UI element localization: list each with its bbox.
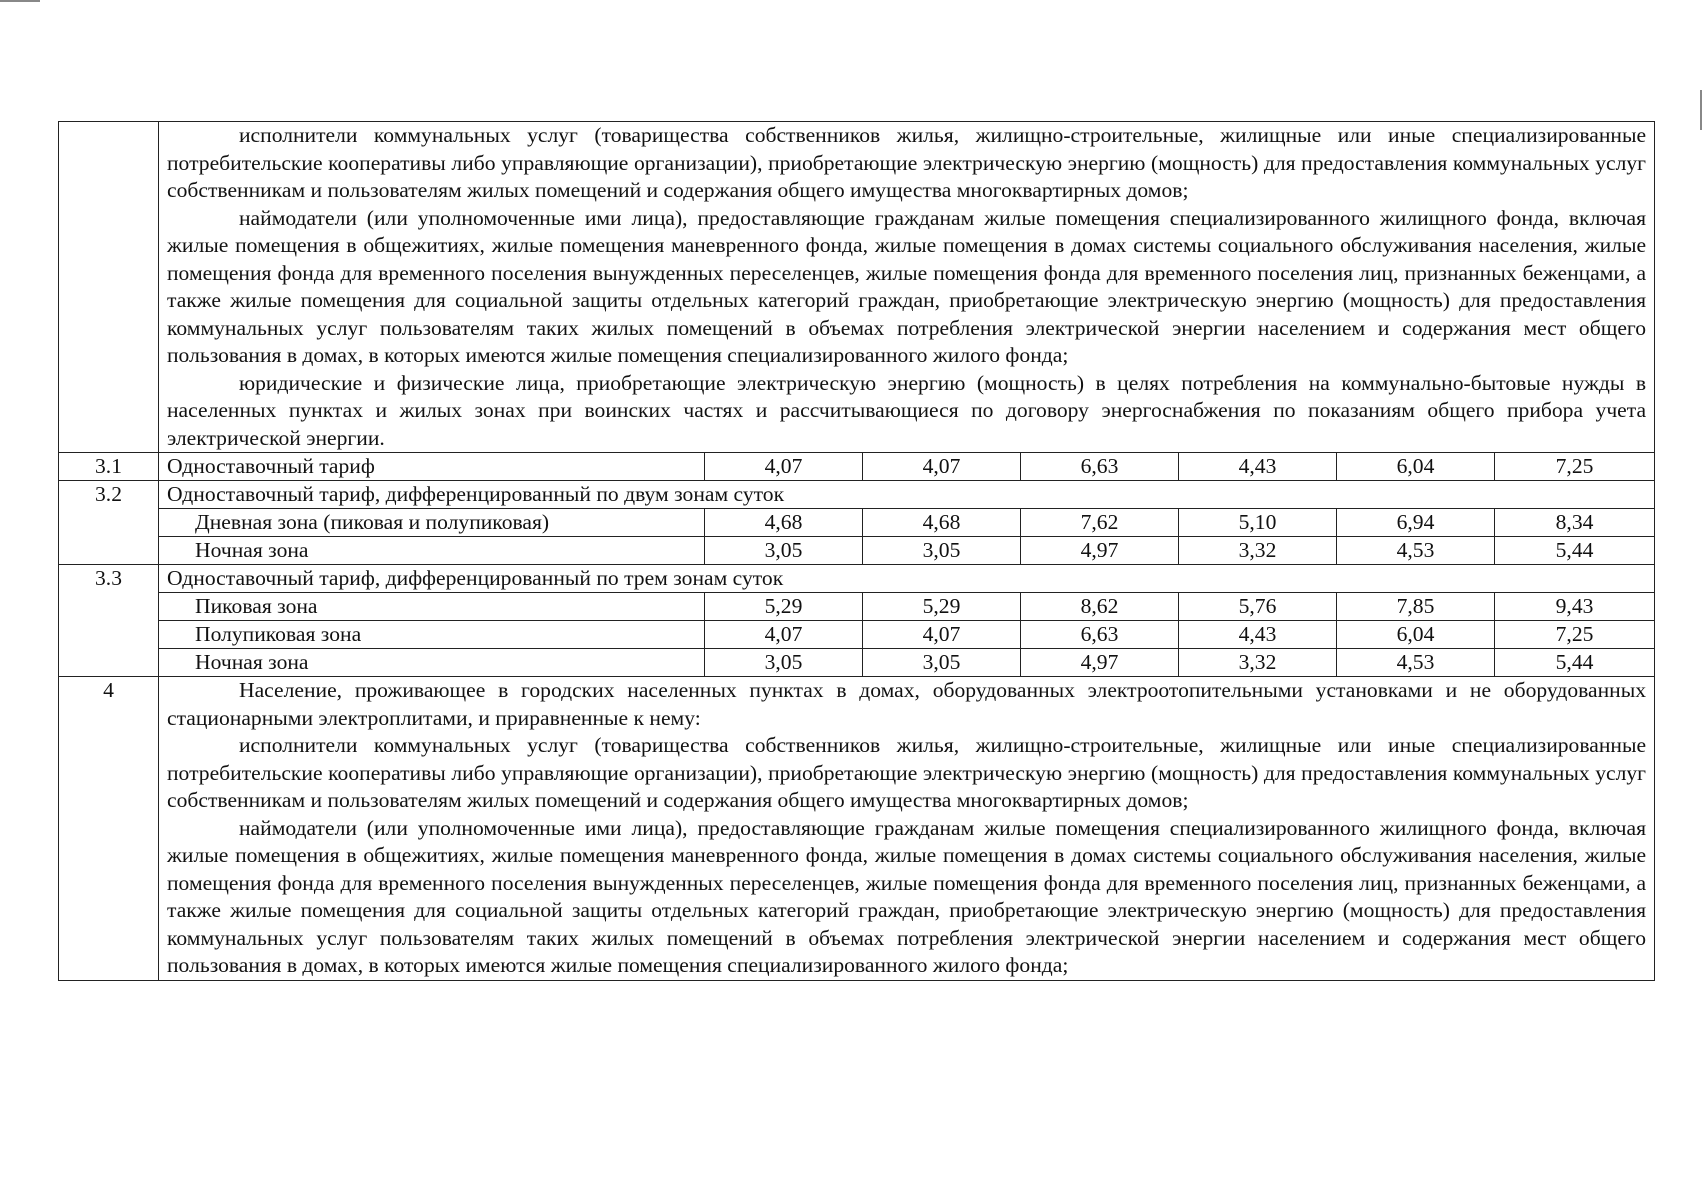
paragraph: исполнители коммунальных услуг (товарищества собственников жилья, жилищно-строительные, жилищные или иные специализированные потребительские кооперативы либо управляющие организации), приобретающие электрическую энергию (мощность) для предоставления коммунальных услуг собственникам и пользователям жилых помещений и содержания общего имущества многоквартирных домов; <box>167 733 1647 812</box>
tariff-value: 6,63 <box>1021 453 1179 481</box>
row-label: Ночная зона <box>159 649 705 677</box>
paragraph: наймодатели (или уполномоченные ими лица), предоставляющие гражданам жилые помещения специализированного жилищного фонда, включая жилые помещения в общежитиях, жилые помещения маневренного фонда, жилые помещения в домах системы социального обслуживания населения, жилые помещения фонда для временного поселения вынужденных переселенцев, жилые помещения фонда для временного поселения лиц, признанных беженцами, а также жилые помещения для социальной защиты отдельных категорий граждан, приобретающие электрическую энергию (мощность) для предоставления коммунальных услуг пользователям таких жилых помещений в объемах потребления электрической энергии населением и содержания мест общего пользования в домах, в которых имеются жилые помещения специализированного жилого фонда; <box>167 815 1647 977</box>
row-label: Дневная зона (пиковая и полупиковая) <box>159 509 705 537</box>
tariff-table <box>58 121 1655 981</box>
tariff-value: 4,07 <box>705 453 863 481</box>
tariff-value: 9,43 <box>1495 593 1655 621</box>
row-number-cell <box>59 621 159 649</box>
table-row <box>59 565 1655 593</box>
tariff-value: 7,25 <box>1495 453 1655 481</box>
tariff-value: 3,05 <box>705 649 863 677</box>
table-row <box>59 481 1655 509</box>
row-number-cell <box>59 122 159 453</box>
row-label: Пиковая зона <box>159 593 705 621</box>
tariff-value: 8,34 <box>1495 509 1655 537</box>
tariff-value: 6,04 <box>1337 453 1495 481</box>
row-label: Одноставочный тариф, дифференцированный по двум зонам суток <box>159 481 1655 509</box>
tariff-value: 4,53 <box>1337 537 1495 565</box>
tariff-value: 3,32 <box>1179 537 1337 565</box>
tariff-value: 4,68 <box>705 509 863 537</box>
tariff-value: 6,63 <box>1021 621 1179 649</box>
row-number: 3.2 <box>59 481 159 509</box>
table-row <box>59 453 1655 481</box>
tariff-value: 7,85 <box>1337 593 1495 621</box>
row-number-cell <box>59 537 159 565</box>
tariff-value: 5,44 <box>1495 649 1655 677</box>
tariff-table-page <box>58 121 1654 981</box>
paragraph: наймодатели (или уполномоченные ими лица), предоставляющие гражданам жилые помещения специализированного жилищного фонда, включая жилые помещения в общежитиях, жилые помещения маневренного фонда, жилые помещения в домах системы социального обслуживания населения, жилые помещения фонда для временного поселения вынужденных переселенцев, жилые помещения фонда для временного поселения лиц, признанных беженцами, а также жилые помещения для социальной защиты отдельных категорий граждан, приобретающие электрическую энергию (мощность) для предоставления коммунальных услуг пользователям таких жилых помещений в объемах потребления электрической энергии населением и содержания мест общего пользования в домах, в которых имеются жилые помещения специализированного жилого фонда; <box>167 205 1647 367</box>
table-row <box>59 509 1655 537</box>
scan-artifact <box>1700 90 1702 130</box>
paragraph: Население, проживающее в городских населенных пунктах в домах, оборудованных электроотопительными установками и не оборудованных стационарными электроплитами, и приравненные к нему: <box>167 678 1647 730</box>
row-number-cell <box>59 509 159 537</box>
tariff-value: 8,62 <box>1021 593 1179 621</box>
tariff-value: 4,07 <box>863 621 1021 649</box>
row-number: 3.3 <box>59 565 159 593</box>
top-text-row <box>59 122 1655 453</box>
tariff-value: 4,07 <box>705 621 863 649</box>
tariff-value: 5,29 <box>863 593 1021 621</box>
table-row <box>59 649 1655 677</box>
tariff-value: 4,43 <box>1179 621 1337 649</box>
row-number: 4 <box>59 677 159 981</box>
tariff-value: 5,76 <box>1179 593 1337 621</box>
tariff-value: 4,68 <box>863 509 1021 537</box>
row-label: Ночная зона <box>159 537 705 565</box>
tariff-value: 4,07 <box>863 453 1021 481</box>
paragraph: юридические и физические лица, приобретающие электрическую энергию (мощность) в целях потребления на коммунально-бытовые нужды в населенных пунктах и жилых зонах при воинских частях и рассчитывающиеся по договору энергоснабжения по показаниям общего прибора учета электрической энергии. <box>167 370 1647 450</box>
table-row <box>59 593 1655 621</box>
tariff-value: 5,10 <box>1179 509 1337 537</box>
tariff-value: 7,62 <box>1021 509 1179 537</box>
top-text-cell <box>159 122 1655 453</box>
paragraph: исполнители коммунальных услуг (товарищества собственников жилья, жилищно-строительные, жилищные или иные специализированные потребительские кооперативы либо управляющие организации), приобретающие электрическую энергию (мощность) для предоставления коммунальных услуг собственникам и пользователям жилых помещений и содержания общего имущества многоквартирных домов; <box>167 123 1647 202</box>
table-row <box>59 537 1655 565</box>
tariff-value: 6,04 <box>1337 621 1495 649</box>
tariff-value: 4,97 <box>1021 649 1179 677</box>
tariff-value: 6,94 <box>1337 509 1495 537</box>
tariff-value: 3,05 <box>863 649 1021 677</box>
row-number-cell <box>59 593 159 621</box>
tariff-value: 7,25 <box>1495 621 1655 649</box>
tariff-value: 4,53 <box>1337 649 1495 677</box>
row-label: Одноставочный тариф, дифференцированный по трем зонам суток <box>159 565 1655 593</box>
tariff-value: 5,44 <box>1495 537 1655 565</box>
tariff-value: 3,05 <box>863 537 1021 565</box>
section-4-text-cell <box>159 677 1655 981</box>
row-label: Одноставочный тариф <box>159 453 705 481</box>
tariff-value: 3,05 <box>705 537 863 565</box>
section-4-row <box>59 677 1655 981</box>
tariff-value: 4,97 <box>1021 537 1179 565</box>
scan-artifact <box>0 0 40 2</box>
row-number-cell <box>59 649 159 677</box>
table-row <box>59 621 1655 649</box>
tariff-value: 3,32 <box>1179 649 1337 677</box>
tariff-value: 4,43 <box>1179 453 1337 481</box>
tariff-value: 5,29 <box>705 593 863 621</box>
row-number: 3.1 <box>59 453 159 481</box>
row-label: Полупиковая зона <box>159 621 705 649</box>
